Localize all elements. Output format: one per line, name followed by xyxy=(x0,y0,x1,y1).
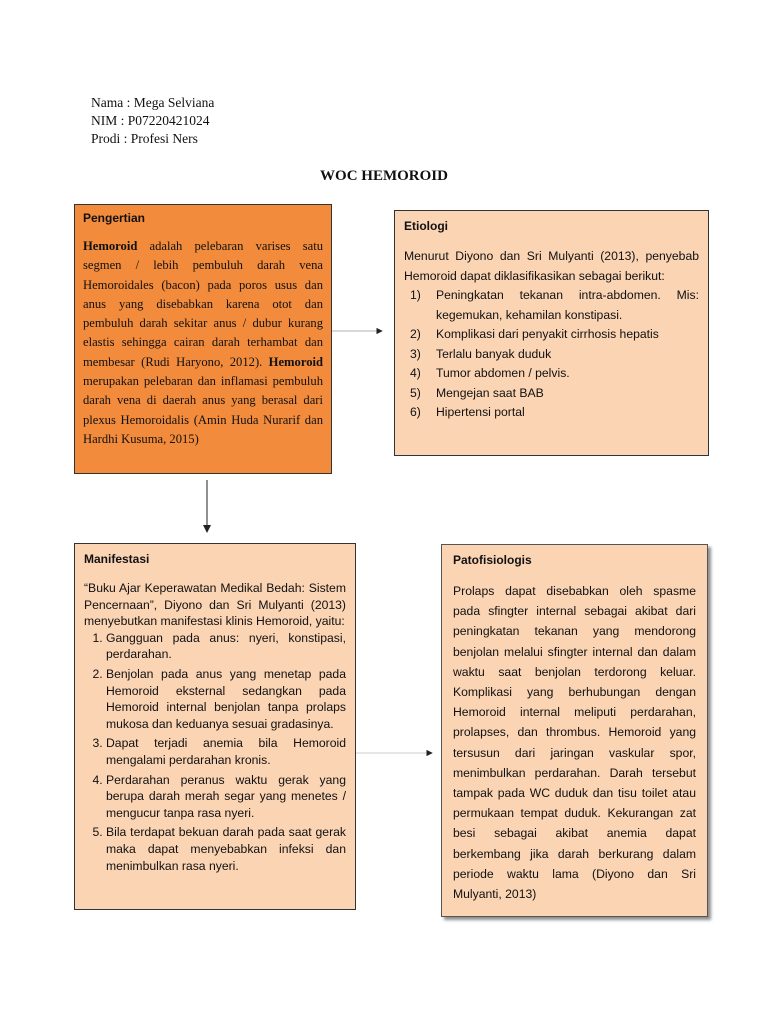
manifestasi-item: 1. Gangguan pada anus: nyeri, konstipasi, perdarahan. xyxy=(106,630,346,663)
page-title: WOC HEMOROID xyxy=(320,168,448,184)
etiologi-item: 4) Tumor abdomen / pelvis. xyxy=(410,366,570,380)
patofisiologi-title: Patofisiologis xyxy=(453,553,532,567)
student-nim: NIM : P07220421024 xyxy=(91,113,210,128)
manifestasi-intro: “Buku Ajar Keperawatan Medikal Bedah: Sistem Pencernaan”, Diyono dan Sri Mulyanti (2013) menyebutkan manifestasi klinis Hemoroid, yaitu: xyxy=(84,581,346,629)
pengertian-term-1: Hemoroid xyxy=(83,239,138,253)
etiologi-title: Etiologi xyxy=(404,219,448,233)
etiologi-item: 1) Peningkatan tekanan intra-abdomen. Mis: kegemukan, kehamilan konstipasi. xyxy=(410,288,699,322)
etiologi-item: 6) Hipertensi portal xyxy=(410,405,525,419)
manifestasi-item: 4. Perdarahan peranus waktu gerak yang berupa darah merah segar yang menetes / mengucur tanpa rasa nyeri. xyxy=(106,772,346,822)
pengertian-title: Pengertian xyxy=(83,211,146,225)
manifestasi-item: 5. Bila terdapat bekuan darah pada saat gerak maka dapat menyebabkan infeksi dan menimbulkan rasa nyeri. xyxy=(106,824,346,874)
etiologi-item: 5) Mengejan saat BAB xyxy=(410,385,544,400)
etiologi-intro: Menurut Diyono dan Sri Mulyanti (2013), penyebab Hemoroid dapat diklasifikasikan sebagai berikut: xyxy=(404,249,699,283)
manifestasi-title: Manifestasi xyxy=(84,552,150,566)
etiologi-item: 2) Komplikasi dari penyakit cirrhosis hepatis xyxy=(410,327,659,341)
pengertian-definition-2: merupakan pelebaran dan inflamasi pembuluh darah vena di daerah anus yang berasal dari plexus Hemoroidalis (Amin Huda Nurarif dan Hardhi Kusuma, 2015) xyxy=(83,374,323,446)
manifestasi-item: 2. Benjolan pada anus yang menetap pada Hemoroid eksternal sedangkan pada Hemoroid internal benjolan tanpa prolaps mukosa dan keduanya sesuai gradasinya. xyxy=(106,666,346,732)
manifestasi-item: 3. Dapat terjadi anemia bila Hemoroid mengalami perdarahan kronis. xyxy=(106,735,346,768)
pengertian-term-2: Hemoroid xyxy=(268,354,323,369)
student-prodi: Prodi : Profesi Ners xyxy=(91,131,198,146)
student-name: Nama : Mega Selviana xyxy=(91,95,215,110)
patofisiologi-text: Prolaps dapat disebabkan oleh spasme pada sfingter internal sebagai akibat dari peningkatan tekanan yang mendorong benjolan melalui sfingter internal dan dalam waktu saat benjolan terdorong keluar. Komplikasi yang berhubungan dengan Hemoroid internal meliputi perdarahan, prolapses, dan thrombus. Hemoroid yang tersusun dari jaringan vaskular spor, menimbulkan perdarahan. Darah tersebut tampak pada WC duduk dan tisu toilet atau permukaan tempat duduk. Kekurangan zat besi sebagai akibat anemia dapat berkembang jika darah berkurang dalam periode waktu lama (Diyono dan Sri Mulyanti, 2013) xyxy=(453,584,696,902)
pengertian-definition-1: adalah pelebaran varises satu segmen / lebih pembuluh darah vena Hemoroidales (bacon) pada poros usus dan anus yang disebabkan karena otot dan pembuluh darah sekitar anus / dubur kurang elastis sehingga cairan darah terhambat dan membesar (Rudi Haryono, 2012). xyxy=(83,239,323,369)
etiologi-item: 3) Terlalu banyak duduk xyxy=(410,346,552,361)
